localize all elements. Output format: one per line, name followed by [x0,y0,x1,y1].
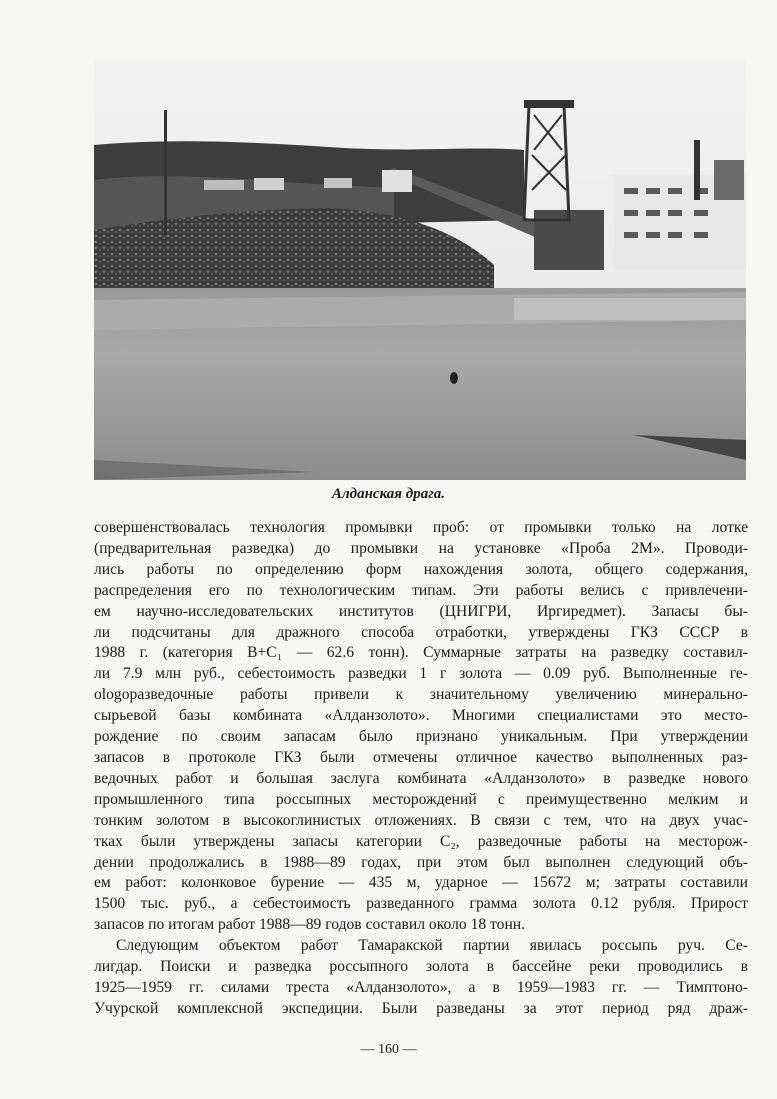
body-text [94,518,748,1020]
text-line: тках были утверждены запасы категории С₂, разведочные работы на месторож- [94,832,748,850]
text-line: лигдар. Поиски и разведка россыпного золота в бассейне реки проводились в [94,958,748,976]
figure-caption: Алданская драга. [331,486,446,502]
paragraph-1 [94,518,748,936]
text-line: ем работ: колонковое бурение — 435 м, ударное — 15672 м; затраты составили [94,874,748,892]
text-line: 1925—1959 гг. силами треста «Алданзолото», а в 1959—1983 гг. — Тимптоно- [94,978,748,996]
dredge-photo [94,60,746,480]
text-line: ем научно-исследовательских институтов (ЦНИГРИ, Иргиредмет). Запасы бы- [94,602,748,620]
text-line: распределения его по технологическим типам. Эти работы велись с привлечени- [94,581,748,599]
text-line: 1500 тыс. руб., а себестоимость разведанного грамма золота 0.12 рубля. Прирост [94,895,748,913]
text-line: дении продолжались в 1988—89 годах, при этом был выполнен следующий объ- [94,853,748,871]
text-line: промышленного типа россыпных месторождений с преимущественно мелким и [94,790,748,808]
text-line: ли подсчитаны для дражного способа отработки, утверждены ГКЗ СССР в [94,623,748,641]
text-line: ologоразведочные работы привели к значительному увеличению минерально- [94,686,748,704]
text-line: совершенствовалась технология промывки проб: от промывки только на лотке [94,519,748,536]
text-line: 1988 г. (категория В+С₁ — 62.6 тонн). Суммарные затраты на разведку составил- [94,644,748,662]
text-line: запасов по итогам работ 1988—89 годов составил около 18 тонн. [94,916,526,934]
text-line: сырьевой базы комбината «Алданзолото». Многими специалистами это место- [94,707,748,725]
text-line: ведочных работ и большая заслуга комбината «Алданзолото» в разведке нового [94,769,748,787]
text-line: Учурской комплексной экспедиции. Были разведаны за этот период ряд драж- [94,999,748,1017]
paragraph-2 [94,936,748,1020]
text-line: рождение по своим запасам было признано уникальным. При утверждении [94,728,748,746]
text-line: (предварительная разведка) до промывки на установке «Проба 2М». Проводи- [94,539,748,557]
text-line: запасов в протоколе ГКЗ были отмечены отличное качество выполненных раз- [94,748,748,766]
page-number: — 160 — [360,1042,417,1057]
text-line: Следующим объектом работ Тамаракской партии явилась россыпь руч. Се- [116,937,748,955]
text-line: ли 7.9 млн руб., себестоимость разведки 1 г золота — 0.09 руб. Выполненные ге- [94,665,748,683]
text-line: тонким золотом в высокоглинистых отложениях. В связи с тем, что на двух учас- [94,811,748,829]
text-line: лись работы по определению форм нахождения золота, общего содержания, [94,560,748,578]
